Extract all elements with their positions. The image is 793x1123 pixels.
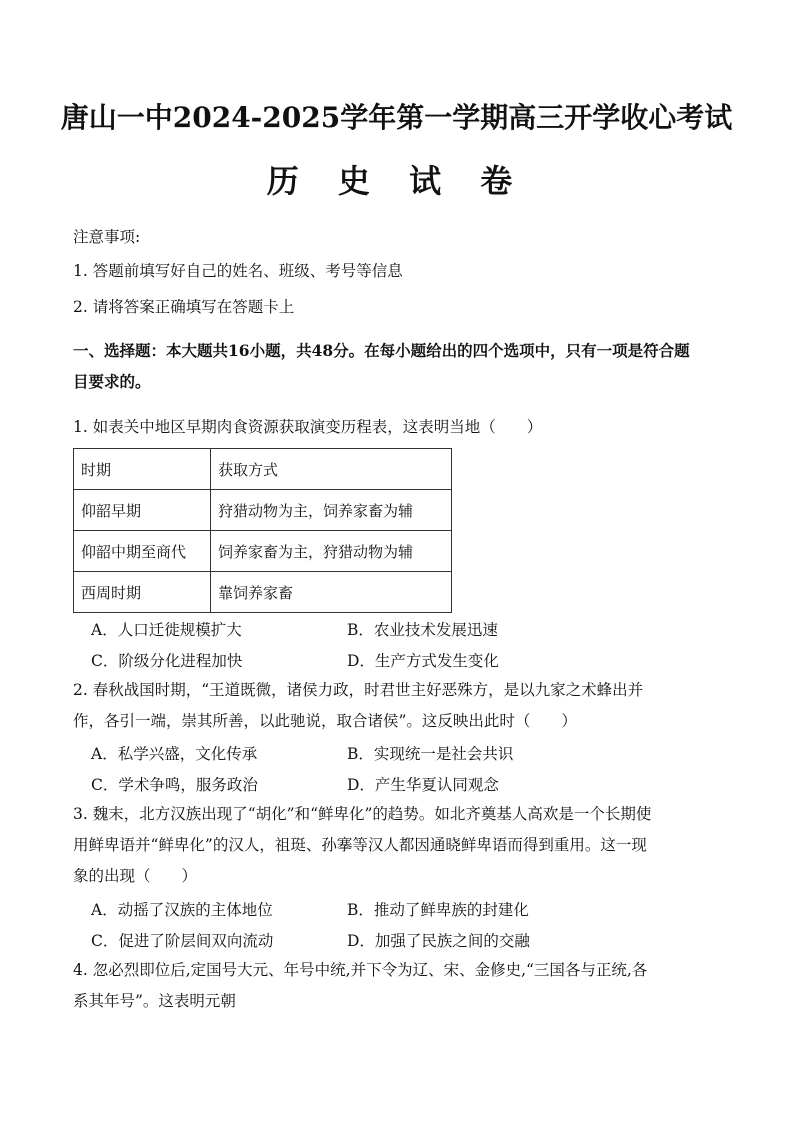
table-cell: 仰韶早期: [74, 490, 211, 531]
option-d: D．生产方式发生变化: [347, 652, 499, 670]
question-stem: 1. 如表关中地区早期肉食资源获取演变历程表，这表明当地（ ）: [73, 418, 543, 436]
table-header-cell: 获取方式: [211, 449, 452, 490]
option-a: A．动摇了汉族的主体地位: [91, 901, 273, 919]
option-a: A．人口迁徙规模扩大: [91, 621, 242, 639]
table-row: [74, 531, 452, 572]
question-stem: 象的出现（ ）: [73, 867, 198, 885]
option-c: C．学术争鸣，服务政治: [91, 776, 258, 794]
notice-item: 2. 请将答案正确填写在答题卡上: [73, 298, 295, 316]
option-c: C．促进了阶层间双向流动: [91, 932, 274, 950]
page-subtitle: 历 史 试 卷: [266, 162, 527, 200]
option-d: D．产生华夏认同观念: [347, 776, 499, 794]
option-c: C．阶级分化进程加快: [91, 652, 243, 670]
q1-table: [73, 448, 452, 613]
option-b: B．实现统一是社会共识: [347, 745, 514, 763]
question-stem: 3. 魏末，北方汉族出现了“胡化”和“鲜卑化”的趋势。如北齐奠基人高欢是一个长期使: [73, 805, 652, 823]
section-heading: 一、选择题：本大题共16小题，共48分。在每小题给出的四个选项中，只有一项是符合题: [73, 341, 690, 360]
section-heading-cont: 目要求的。: [73, 372, 151, 391]
table-cell: 狩猎动物为主，饲养家畜为辅: [211, 490, 452, 531]
notice-heading: 注意事项:: [73, 228, 141, 246]
question-stem: 用鲜卑语并“鲜卑化”的汉人，祖珽、孙搴等汉人都因通晓鲜卑语而得到重用。这一现: [73, 836, 647, 854]
table-row: [74, 490, 452, 531]
option-d: D．加强了民族之间的交融: [347, 932, 530, 950]
table-row: [74, 449, 452, 490]
notice-item: 1. 答题前填写好自己的姓名、班级、考号等信息: [73, 262, 403, 280]
question-stem: 系其年号”。这表明元朝: [73, 992, 236, 1010]
option-b: B．农业技术发展迅速: [347, 621, 498, 639]
question-stem: 作，各引一端，崇其所善，以此驰说，取合诸侯”。这反映出此时（ ）: [73, 712, 577, 730]
table-cell: 仰韶中期至商代: [74, 531, 211, 572]
table-row: [74, 572, 452, 613]
question-stem: 2. 春秋战国时期，“王道既微，诸侯力政，时君世主好恶殊方，是以九家之术蜂出并: [73, 681, 644, 699]
question-stem: 4. 忽必烈即位后,定国号大元、年号中统,并下令为辽、宋、金修史,“三国各与正统,各: [73, 961, 648, 979]
table-header-cell: 时期: [74, 449, 211, 490]
option-a: A．私学兴盛，文化传承: [91, 745, 258, 763]
page-title: 唐山一中2024-2025学年第一学期高三开学收心考试: [60, 101, 733, 134]
table-cell: 靠饲养家畜: [211, 572, 452, 613]
table-cell: 饲养家畜为主，狩猎动物为辅: [211, 531, 452, 572]
table-cell: 西周时期: [74, 572, 211, 613]
option-b: B．推动了鲜卑族的封建化: [347, 901, 529, 919]
